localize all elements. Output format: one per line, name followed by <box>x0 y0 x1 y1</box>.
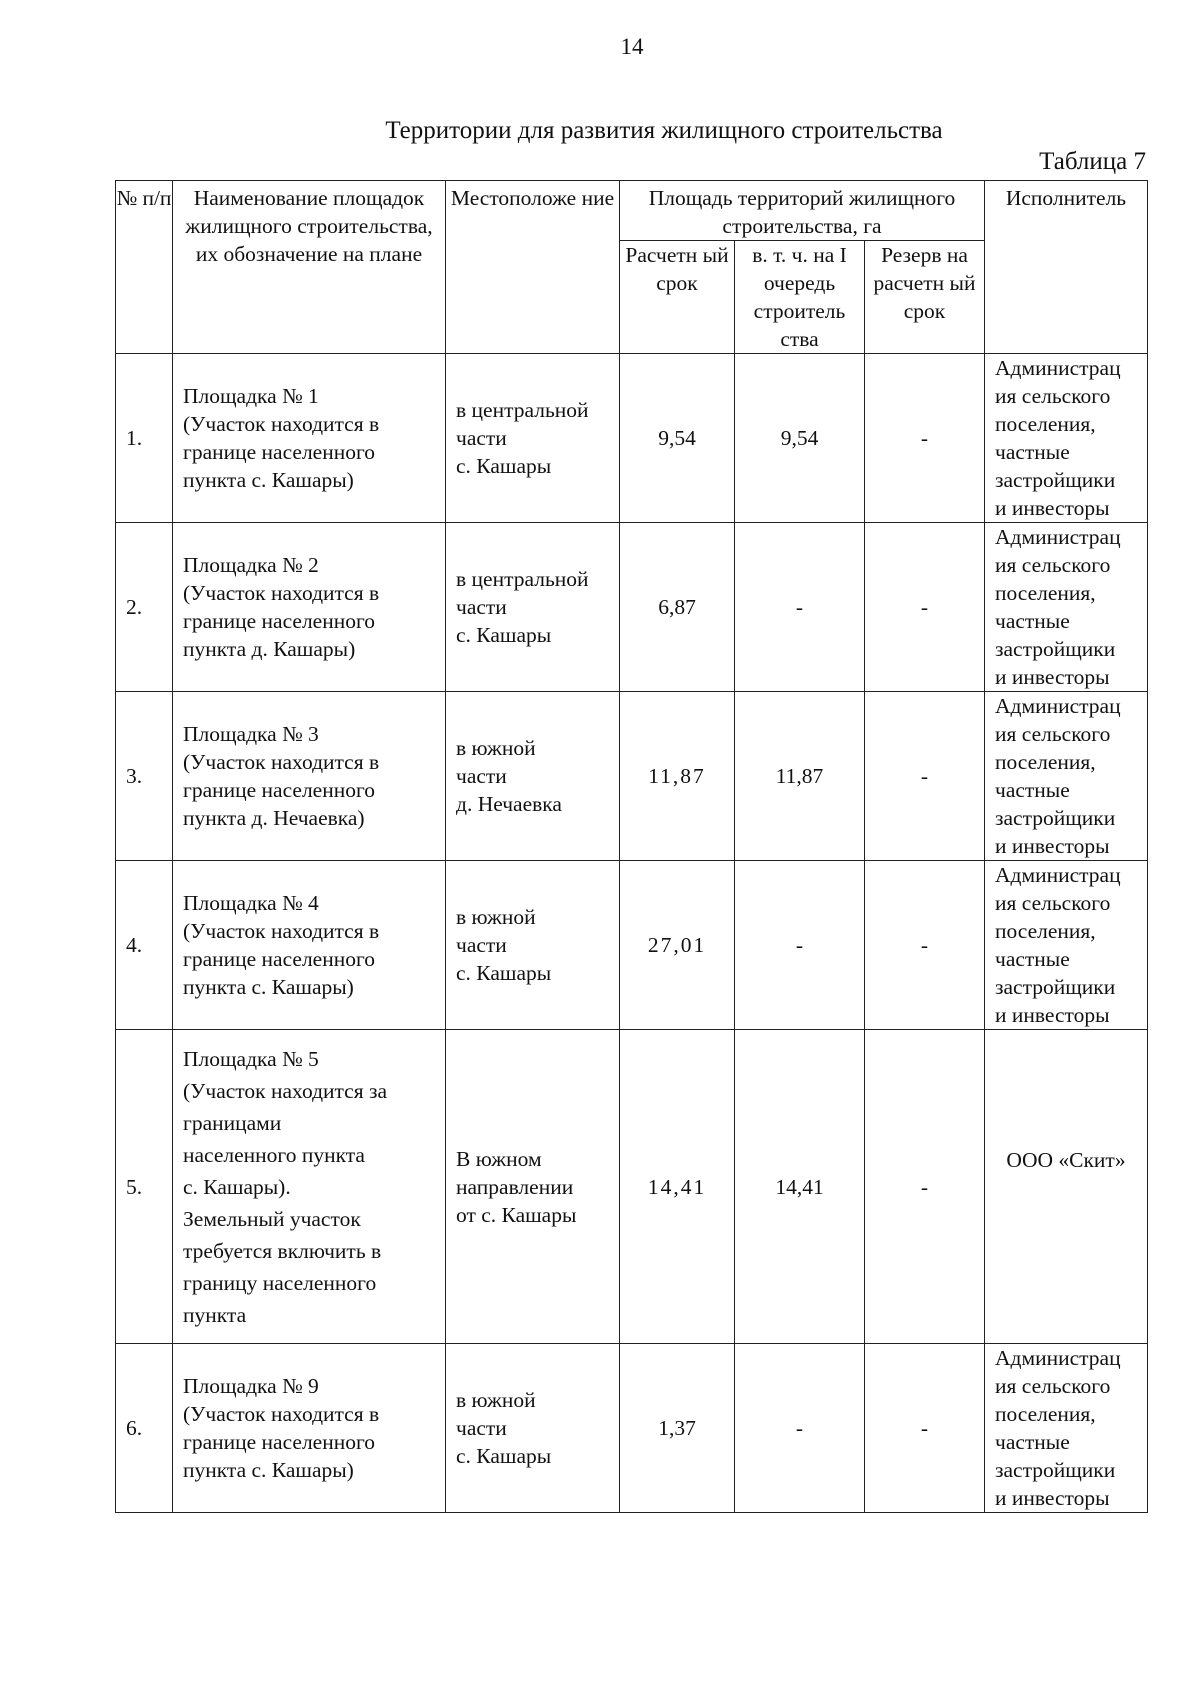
executor <box>985 354 1148 523</box>
table-row <box>116 692 1148 861</box>
executor-line: частные <box>995 947 1070 971</box>
executor-line: Администрац <box>995 356 1121 380</box>
site-name <box>173 861 446 1030</box>
site-location <box>446 861 620 1030</box>
table-row <box>116 354 1148 523</box>
row-number: 2. <box>116 523 173 692</box>
row-number: 1. <box>116 354 173 523</box>
site-name-line: (Участок находится в <box>183 919 380 943</box>
area-calc: 6,87 <box>620 523 735 692</box>
area-calc: 14,41 <box>620 1030 735 1344</box>
row-number: 4. <box>116 861 173 1030</box>
executor-line: ия сельского <box>995 891 1111 915</box>
site-location <box>446 354 620 523</box>
site-name-line: пункта д. Кашары) <box>183 637 356 661</box>
executor-line: Администрац <box>995 863 1121 887</box>
area-calc: 1,37 <box>620 1344 735 1513</box>
executor-line: и инвесторы <box>995 496 1110 520</box>
site-location <box>446 1030 620 1344</box>
site-name-line: границе населенного <box>183 1430 376 1454</box>
site-name-line: пункта <box>183 1302 247 1327</box>
table-row <box>116 1344 1148 1513</box>
executor-line: Администрац <box>995 1346 1121 1370</box>
site-location-line: с. Кашары <box>456 1444 552 1468</box>
executor-line: ия сельского <box>995 722 1111 746</box>
site-location-line: в южной <box>456 1388 536 1412</box>
site-name-line: пункта с. Кашары) <box>183 1458 354 1482</box>
site-location-line: части <box>456 426 507 450</box>
header-name: Наименование площадок жилищного строительства, их обозначение на плане <box>173 181 446 354</box>
table-row <box>116 1030 1148 1344</box>
executor-line: ия сельского <box>995 1374 1111 1398</box>
site-name-line: границе населенного <box>183 440 376 464</box>
site-name-line: границу населенного <box>183 1270 377 1295</box>
table-row <box>116 523 1148 692</box>
executor-line: застройщики <box>995 806 1116 830</box>
table-row <box>116 861 1148 1030</box>
site-name <box>173 1344 446 1513</box>
executor-line: застройщики <box>995 637 1116 661</box>
executor-line: поселения, <box>995 412 1096 436</box>
site-name-line: (Участок находится в <box>183 750 380 774</box>
site-name <box>173 354 446 523</box>
area-calc: 11,87 <box>620 692 735 861</box>
executor-line: частные <box>995 609 1070 633</box>
area-reserve: - <box>865 354 985 523</box>
site-name-line: границе населенного <box>183 947 376 971</box>
header-executor: Исполнитель <box>985 181 1148 354</box>
executor-line: частные <box>995 440 1070 464</box>
site-location-line: части <box>456 1416 507 1440</box>
row-number: 6. <box>116 1344 173 1513</box>
site-name-line: Площадка № 4 <box>183 891 319 915</box>
executor-line: ООО «Скит» <box>1006 1148 1126 1172</box>
site-location-line: в южной <box>456 736 536 760</box>
site-name <box>173 692 446 861</box>
site-name-line: (Участок находится за <box>183 1078 388 1103</box>
executor-line: Администрац <box>995 525 1121 549</box>
executor-line: застройщики <box>995 468 1116 492</box>
site-name-line: (Участок находится в <box>183 412 380 436</box>
executor-line: и инвесторы <box>995 1486 1110 1510</box>
table-label: Таблица 7 <box>1039 148 1146 175</box>
site-location-line: направлении <box>456 1174 574 1199</box>
area-reserve: - <box>865 1344 985 1513</box>
site-location-line: с. Кашары <box>456 623 552 647</box>
site-location-line: д. Нечаевка <box>456 792 562 816</box>
site-location-line: от с. Кашары <box>456 1202 577 1227</box>
site-name <box>173 523 446 692</box>
site-name-line: с. Кашары). <box>183 1174 291 1199</box>
executor <box>985 1030 1148 1344</box>
header-location: Местоположе ние <box>446 181 620 354</box>
executor-line: поселения, <box>995 919 1096 943</box>
page-title: Территории для развития жилищного строительства <box>385 117 943 144</box>
area-reserve: - <box>865 523 985 692</box>
site-name-line: Площадка № 3 <box>183 722 319 746</box>
site-name-line: требуется включить в <box>183 1238 382 1263</box>
header-calc: Расчетн ый срок <box>620 241 735 354</box>
site-name-line: (Участок находится в <box>183 1402 380 1426</box>
site-name-line: границами <box>183 1110 282 1135</box>
site-name-line: пункта д. Нечаевка) <box>183 806 365 830</box>
site-name <box>173 1030 446 1344</box>
area-first-stage: 14,41 <box>735 1030 865 1344</box>
site-location <box>446 523 620 692</box>
area-first-stage: - <box>735 1344 865 1513</box>
area-first-stage: 9,54 <box>735 354 865 523</box>
executor-line: Администрац <box>995 694 1121 718</box>
site-location-line: части <box>456 595 507 619</box>
site-name-line: Площадка № 1 <box>183 384 319 408</box>
site-name-line: границе населенного <box>183 609 376 633</box>
site-name-line: Площадка № 2 <box>183 553 319 577</box>
site-location <box>446 1344 620 1513</box>
executor <box>985 1344 1148 1513</box>
header-first: в. т. ч. на I очередь строитель ства <box>735 241 865 354</box>
area-reserve: - <box>865 1030 985 1344</box>
executor <box>985 692 1148 861</box>
site-location <box>446 692 620 861</box>
area-first-stage: 11,87 <box>735 692 865 861</box>
site-name-line: Площадка № 9 <box>183 1374 319 1398</box>
executor-line: застройщики <box>995 1458 1116 1482</box>
site-location-line: В южном <box>456 1146 542 1171</box>
site-name-line: пункта с. Кашары) <box>183 975 354 999</box>
executor <box>985 861 1148 1030</box>
area-reserve: - <box>865 861 985 1030</box>
site-location-line: с. Кашары <box>456 454 552 478</box>
area-first-stage: - <box>735 861 865 1030</box>
page-number: 14 <box>620 34 644 59</box>
site-location-line: в южной <box>456 905 536 929</box>
executor-line: застройщики <box>995 975 1116 999</box>
header-reserve: Резерв на расчетн ый срок <box>865 241 985 354</box>
executor-line: поселения, <box>995 1402 1096 1426</box>
executor-line: частные <box>995 1430 1070 1454</box>
area-first-stage: - <box>735 523 865 692</box>
area-reserve: - <box>865 692 985 861</box>
area-calc: 9,54 <box>620 354 735 523</box>
site-name-line: границе населенного <box>183 778 376 802</box>
site-name-line: пункта с. Кашары) <box>183 468 354 492</box>
executor-line: частные <box>995 778 1070 802</box>
row-number: 5. <box>116 1030 173 1344</box>
housing-territories-table <box>115 180 1148 1513</box>
site-name-line: населенного пункта <box>183 1142 365 1167</box>
executor-line: поселения, <box>995 750 1096 774</box>
executor-line: и инвесторы <box>995 1003 1110 1027</box>
site-location-line: части <box>456 933 507 957</box>
row-number: 3. <box>116 692 173 861</box>
executor <box>985 523 1148 692</box>
site-location-line: части <box>456 764 507 788</box>
site-name-line: (Участок находится в <box>183 581 380 605</box>
executor-line: поселения, <box>995 581 1096 605</box>
executor-line: и инвесторы <box>995 834 1110 858</box>
header-num: № п/п <box>116 181 173 354</box>
site-name-line: Площадка № 5 <box>183 1046 319 1071</box>
executor-line: ия сельского <box>995 553 1111 577</box>
header-area-group: Площадь территорий жилищного строительства, га <box>620 181 985 241</box>
area-calc: 27,01 <box>620 861 735 1030</box>
site-location-line: в центральной <box>456 398 589 422</box>
executor-line: и инвесторы <box>995 665 1110 689</box>
table-body <box>116 354 1148 1513</box>
site-location-line: в центральной <box>456 567 589 591</box>
executor-line: ия сельского <box>995 384 1111 408</box>
site-name-line: Земельный участок <box>183 1206 361 1231</box>
site-location-line: с. Кашары <box>456 961 552 985</box>
